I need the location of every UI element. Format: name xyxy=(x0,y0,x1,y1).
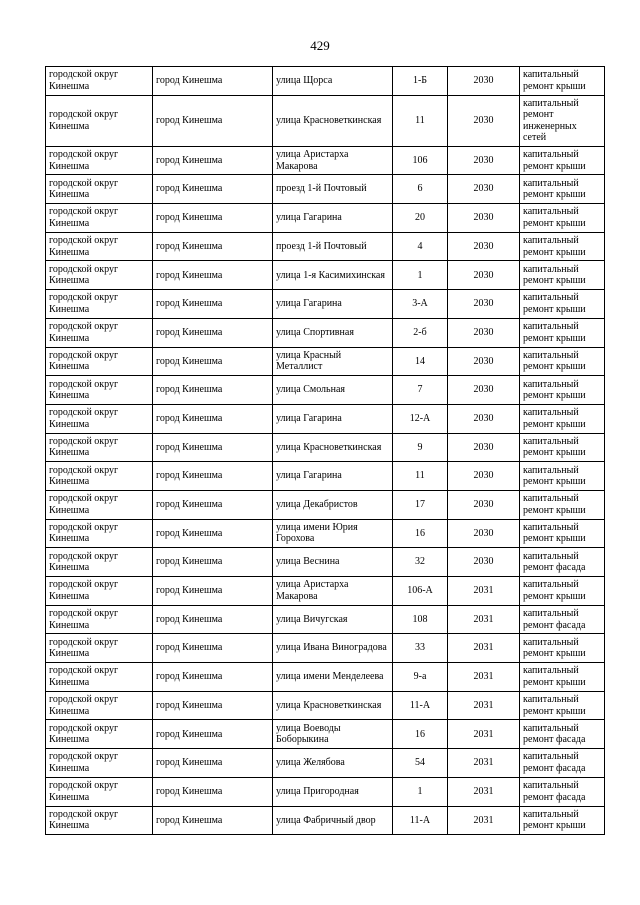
street-cell: улица Спортивная xyxy=(273,318,393,347)
table-row xyxy=(46,806,605,835)
year-cell: 2030 xyxy=(448,146,520,175)
year-cell: 2031 xyxy=(448,634,520,663)
district-cell: городской округ Кинешма xyxy=(46,720,153,749)
street-cell: улица Гагарина xyxy=(273,462,393,491)
city-cell: город Кинешма xyxy=(153,433,273,462)
work-type-cell: капитальный ремонт фасада xyxy=(520,720,605,749)
work-type-cell: капитальный ремонт крыши xyxy=(520,261,605,290)
street-cell: улица Красноветкинская xyxy=(273,691,393,720)
year-cell: 2031 xyxy=(448,663,520,692)
work-type-cell: капитальный ремонт крыши xyxy=(520,806,605,835)
house-number-cell: 11-А xyxy=(393,806,448,835)
city-cell: город Кинешма xyxy=(153,376,273,405)
district-cell: городской округ Кинешма xyxy=(46,175,153,204)
district-cell: городской округ Кинешма xyxy=(46,376,153,405)
street-cell: улица Гагарина xyxy=(273,404,393,433)
year-cell: 2031 xyxy=(448,577,520,606)
year-cell: 2030 xyxy=(448,232,520,261)
table-row xyxy=(46,605,605,634)
street-cell: улица Аристарха Макарова xyxy=(273,146,393,175)
house-number-cell: 16 xyxy=(393,720,448,749)
house-number-cell: 1 xyxy=(393,777,448,806)
city-cell: город Кинешма xyxy=(153,318,273,347)
house-number-cell: 33 xyxy=(393,634,448,663)
year-cell: 2030 xyxy=(448,204,520,233)
work-type-cell: капитальный ремонт крыши xyxy=(520,433,605,462)
year-cell: 2030 xyxy=(448,67,520,96)
year-cell: 2031 xyxy=(448,806,520,835)
year-cell: 2030 xyxy=(448,347,520,376)
table-row xyxy=(46,146,605,175)
district-cell: городской округ Кинешма xyxy=(46,347,153,376)
house-number-cell: 11 xyxy=(393,462,448,491)
page-number: 429 xyxy=(310,38,330,53)
house-number-cell: 108 xyxy=(393,605,448,634)
district-cell: городской округ Кинешма xyxy=(46,806,153,835)
table-row xyxy=(46,634,605,663)
house-number-cell: 9-а xyxy=(393,663,448,692)
table-row xyxy=(46,347,605,376)
street-cell: улица Декабристов xyxy=(273,490,393,519)
street-cell: улица Воеводы Боборыкина xyxy=(273,720,393,749)
work-type-cell: капитальный ремонт инженерных сетей xyxy=(520,95,605,146)
year-cell: 2030 xyxy=(448,290,520,319)
district-cell: городской округ Кинешма xyxy=(46,290,153,319)
city-cell: город Кинешма xyxy=(153,490,273,519)
district-cell: городской округ Кинешма xyxy=(46,691,153,720)
street-cell: улица имени Юрия Горохова xyxy=(273,519,393,548)
house-number-cell: 20 xyxy=(393,204,448,233)
year-cell: 2030 xyxy=(448,95,520,146)
city-cell: город Кинешма xyxy=(153,806,273,835)
table-row xyxy=(46,433,605,462)
work-type-cell: капитальный ремонт крыши xyxy=(520,232,605,261)
street-cell: улица Щорса xyxy=(273,67,393,96)
house-number-cell: 2-б xyxy=(393,318,448,347)
work-type-cell: капитальный ремонт крыши xyxy=(520,691,605,720)
work-type-cell: капитальный ремонт крыши xyxy=(520,67,605,96)
year-cell: 2030 xyxy=(448,433,520,462)
district-cell: городской округ Кинешма xyxy=(46,318,153,347)
district-cell: городской округ Кинешма xyxy=(46,462,153,491)
house-number-cell: 54 xyxy=(393,749,448,778)
table-row xyxy=(46,663,605,692)
city-cell: город Кинешма xyxy=(153,634,273,663)
city-cell: город Кинешма xyxy=(153,663,273,692)
work-type-cell: капитальный ремонт крыши xyxy=(520,347,605,376)
work-type-cell: капитальный ремонт крыши xyxy=(520,175,605,204)
table-row xyxy=(46,404,605,433)
district-cell: городской округ Кинешма xyxy=(46,749,153,778)
district-cell: городской округ Кинешма xyxy=(46,490,153,519)
house-number-cell: 16 xyxy=(393,519,448,548)
table-body xyxy=(46,67,605,835)
city-cell: город Кинешма xyxy=(153,577,273,606)
table-row xyxy=(46,232,605,261)
district-cell: городской округ Кинешма xyxy=(46,67,153,96)
city-cell: город Кинешма xyxy=(153,175,273,204)
work-type-cell: капитальный ремонт крыши xyxy=(520,146,605,175)
city-cell: город Кинешма xyxy=(153,462,273,491)
city-cell: город Кинешма xyxy=(153,261,273,290)
house-number-cell: 17 xyxy=(393,490,448,519)
city-cell: город Кинешма xyxy=(153,404,273,433)
district-cell: городской округ Кинешма xyxy=(46,95,153,146)
street-cell: улица Красноветкинская xyxy=(273,433,393,462)
year-cell: 2030 xyxy=(448,376,520,405)
year-cell: 2030 xyxy=(448,462,520,491)
district-cell: городской округ Кинешма xyxy=(46,146,153,175)
street-cell: улица Вичугская xyxy=(273,605,393,634)
work-type-cell: капитальный ремонт крыши xyxy=(520,577,605,606)
city-cell: город Кинешма xyxy=(153,777,273,806)
district-cell: городской округ Кинешма xyxy=(46,204,153,233)
work-type-cell: капитальный ремонт крыши xyxy=(520,404,605,433)
district-cell: городской округ Кинешма xyxy=(46,519,153,548)
house-number-cell: 14 xyxy=(393,347,448,376)
district-cell: городской округ Кинешма xyxy=(46,605,153,634)
table-row xyxy=(46,720,605,749)
table-row xyxy=(46,318,605,347)
city-cell: город Кинешма xyxy=(153,232,273,261)
work-type-cell: капитальный ремонт крыши xyxy=(520,376,605,405)
city-cell: город Кинешма xyxy=(153,691,273,720)
table-row xyxy=(46,95,605,146)
year-cell: 2030 xyxy=(448,404,520,433)
district-cell: городской округ Кинешма xyxy=(46,232,153,261)
table-row xyxy=(46,462,605,491)
work-type-cell: капитальный ремонт фасада xyxy=(520,777,605,806)
year-cell: 2031 xyxy=(448,749,520,778)
district-cell: городской округ Кинешма xyxy=(46,634,153,663)
work-type-cell: капитальный ремонт крыши xyxy=(520,204,605,233)
house-number-cell: 7 xyxy=(393,376,448,405)
district-cell: городской округ Кинешма xyxy=(46,663,153,692)
year-cell: 2030 xyxy=(448,261,520,290)
city-cell: город Кинешма xyxy=(153,290,273,319)
year-cell: 2031 xyxy=(448,605,520,634)
city-cell: город Кинешма xyxy=(153,347,273,376)
city-cell: город Кинешма xyxy=(153,548,273,577)
street-cell: улица Веснина xyxy=(273,548,393,577)
table-row xyxy=(46,175,605,204)
district-cell: городской округ Кинешма xyxy=(46,261,153,290)
year-cell: 2031 xyxy=(448,777,520,806)
city-cell: город Кинешма xyxy=(153,204,273,233)
district-cell: городской округ Кинешма xyxy=(46,433,153,462)
street-cell: улица 1-я Касимихинская xyxy=(273,261,393,290)
table-row xyxy=(46,777,605,806)
district-cell: городской округ Кинешма xyxy=(46,404,153,433)
table-row xyxy=(46,261,605,290)
street-cell: улица имени Менделеева xyxy=(273,663,393,692)
work-type-cell: капитальный ремонт крыши xyxy=(520,318,605,347)
house-number-cell: 1-Б xyxy=(393,67,448,96)
work-type-cell: капитальный ремонт фасада xyxy=(520,548,605,577)
table-row xyxy=(46,490,605,519)
table-row xyxy=(46,204,605,233)
work-type-cell: капитальный ремонт крыши xyxy=(520,634,605,663)
street-cell: улица Желябова xyxy=(273,749,393,778)
street-cell: улица Смольная xyxy=(273,376,393,405)
table-row xyxy=(46,749,605,778)
table-row xyxy=(46,548,605,577)
work-type-cell: капитальный ремонт крыши xyxy=(520,290,605,319)
street-cell: улица Ивана Виноградова xyxy=(273,634,393,663)
table-row xyxy=(46,519,605,548)
table-row xyxy=(46,577,605,606)
city-cell: город Кинешма xyxy=(153,720,273,749)
table-row xyxy=(46,691,605,720)
year-cell: 2031 xyxy=(448,720,520,749)
house-number-cell: 32 xyxy=(393,548,448,577)
work-type-cell: капитальный ремонт крыши xyxy=(520,663,605,692)
year-cell: 2030 xyxy=(448,490,520,519)
table-row xyxy=(46,290,605,319)
street-cell: улица Красноветкинская xyxy=(273,95,393,146)
house-number-cell: 9 xyxy=(393,433,448,462)
house-number-cell: 106-А xyxy=(393,577,448,606)
city-cell: город Кинешма xyxy=(153,605,273,634)
housing-repair-table xyxy=(45,66,605,835)
city-cell: город Кинешма xyxy=(153,146,273,175)
table-row xyxy=(46,67,605,96)
year-cell: 2030 xyxy=(448,519,520,548)
house-number-cell: 6 xyxy=(393,175,448,204)
house-number-cell: 12-А xyxy=(393,404,448,433)
work-type-cell: капитальный ремонт фасада xyxy=(520,749,605,778)
year-cell: 2030 xyxy=(448,175,520,204)
house-number-cell: 3-А xyxy=(393,290,448,319)
city-cell: город Кинешма xyxy=(153,95,273,146)
city-cell: город Кинешма xyxy=(153,749,273,778)
city-cell: город Кинешма xyxy=(153,519,273,548)
year-cell: 2030 xyxy=(448,548,520,577)
street-cell: проезд 1-й Почтовый xyxy=(273,232,393,261)
work-type-cell: капитальный ремонт крыши xyxy=(520,462,605,491)
work-type-cell: капитальный ремонт фасада xyxy=(520,605,605,634)
year-cell: 2030 xyxy=(448,318,520,347)
street-cell: улица Красный Металлист xyxy=(273,347,393,376)
district-cell: городской округ Кинешма xyxy=(46,577,153,606)
street-cell: улица Пригородная xyxy=(273,777,393,806)
street-cell: улица Аристарха Макарова xyxy=(273,577,393,606)
year-cell: 2031 xyxy=(448,691,520,720)
work-type-cell: капитальный ремонт крыши xyxy=(520,519,605,548)
house-number-cell: 11 xyxy=(393,95,448,146)
street-cell: улица Гагарина xyxy=(273,290,393,319)
house-number-cell: 11-А xyxy=(393,691,448,720)
district-cell: городской округ Кинешма xyxy=(46,548,153,577)
work-type-cell: капитальный ремонт крыши xyxy=(520,490,605,519)
house-number-cell: 1 xyxy=(393,261,448,290)
house-number-cell: 4 xyxy=(393,232,448,261)
house-number-cell: 106 xyxy=(393,146,448,175)
city-cell: город Кинешма xyxy=(153,67,273,96)
street-cell: проезд 1-й Почтовый xyxy=(273,175,393,204)
district-cell: городской округ Кинешма xyxy=(46,777,153,806)
street-cell: улица Фабричный двор xyxy=(273,806,393,835)
street-cell: улица Гагарина xyxy=(273,204,393,233)
table-row xyxy=(46,376,605,405)
